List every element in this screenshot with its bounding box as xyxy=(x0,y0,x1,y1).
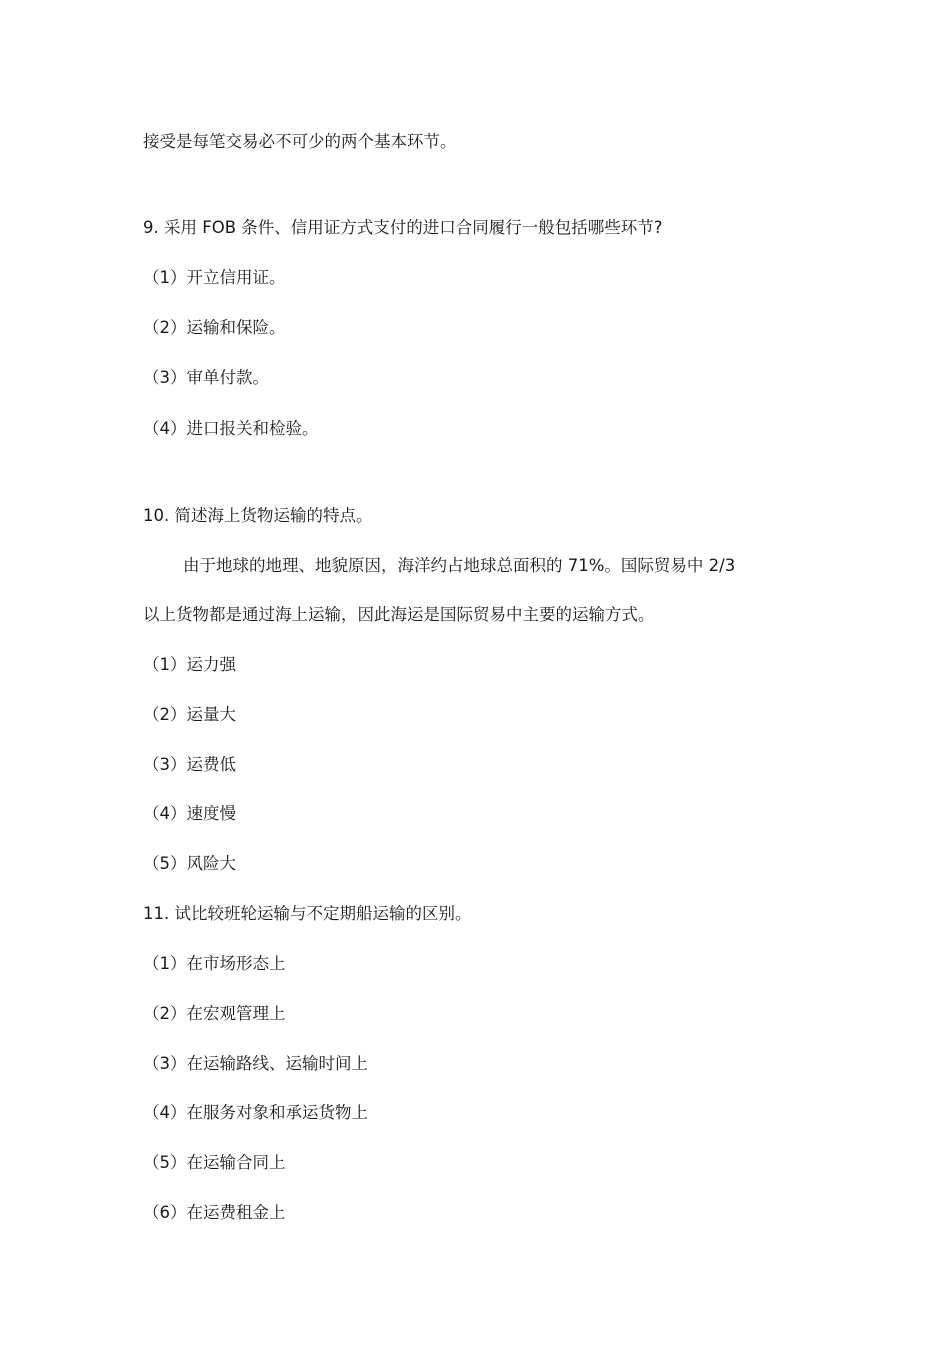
question-9-item-3: （3）审单付款。 xyxy=(143,368,269,387)
question-10-title: 10. 简述海上货物运输的特点。 xyxy=(143,506,373,525)
question-11-item-5: （5）在运输合同上 xyxy=(143,1153,286,1172)
question-9-item-4: （4）进口报关和检验。 xyxy=(143,419,319,438)
question-9-item-1: （1）开立信用证。 xyxy=(143,268,286,287)
question-10-item-4: （4）速度慢 xyxy=(143,804,236,823)
question-11-item-3: （3）在运输路线、运输时间上 xyxy=(143,1054,368,1073)
question-10-item-1: （1）运力强 xyxy=(143,655,236,674)
question-10-paragraph-line-2: 以上货物都是通过海上运输，因此海运是国际贸易中主要的运输方式。 xyxy=(143,605,655,624)
intro-line: 接受是每笔交易必不可少的两个基本环节。 xyxy=(143,132,457,151)
question-10-item-5: （5）风险大 xyxy=(143,854,236,873)
question-10-item-2: （2）运量大 xyxy=(143,705,236,724)
question-11-item-6: （6）在运费租金上 xyxy=(143,1203,286,1222)
question-11-item-4: （4）在服务对象和承运货物上 xyxy=(143,1103,368,1122)
question-9-title: 9. 采用 FOB 条件、信用证方式支付的进口合同履行一般包括哪些环节? xyxy=(143,218,663,237)
question-11-title: 11. 试比较班轮运输与不定期船运输的区别。 xyxy=(143,904,472,923)
question-9-item-2: （2）运输和保险。 xyxy=(143,318,286,337)
question-10-paragraph-line-1: 由于地球的地理、地貌原因，海洋约占地球总面积的 71%。国际贸易中 2/3 xyxy=(183,556,736,575)
question-11-item-1: （1）在市场形态上 xyxy=(143,954,286,973)
question-11-item-2: （2）在宏观管理上 xyxy=(143,1004,286,1023)
question-10-item-3: （3）运费低 xyxy=(143,755,236,774)
